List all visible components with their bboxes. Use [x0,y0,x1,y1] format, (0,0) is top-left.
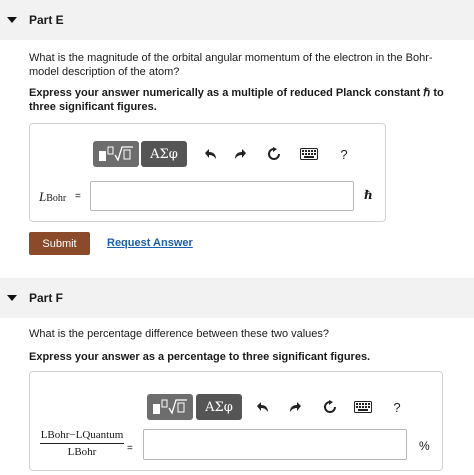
symbols-label: ΑΣφ [205,399,233,415]
undo-icon [203,148,217,160]
request-answer-link[interactable]: Request Answer [107,237,193,249]
undo-button[interactable] [200,144,220,164]
part-f-header[interactable] [0,278,474,318]
reset-button[interactable] [264,144,284,164]
reset-button[interactable] [320,397,340,417]
answer-input[interactable] [143,429,407,460]
symbols-button[interactable] [141,141,187,167]
fraction-bar [40,443,124,444]
variable-subscript: Bohr [46,193,67,204]
redo-icon [289,401,303,413]
redo-icon [234,148,248,160]
keyboard-icon [300,148,318,160]
keyboard-button[interactable] [299,146,319,162]
help-label: ? [340,146,348,162]
fraction-denominator: LBohr [67,446,97,458]
part-f-question: What is the percentage difference between these two values? [29,328,330,340]
equals-sign: = [75,191,81,202]
undo-icon [255,401,269,413]
fraction-numerator: LBohr−LQuantum [40,429,124,441]
part-f-instruction: Express your answer as a percentage to three significant figures. [29,351,371,363]
reset-icon [267,147,281,161]
part-e-question: What is the magnitude of the orbital angular momentum of the electron in the Bohr-model description of the atom? [29,52,433,78]
part-e-title: Part E [29,13,64,27]
percent-unit-label: % [419,439,430,453]
collapse-caret-icon[interactable] [7,17,17,23]
equals-sign: = [127,443,133,454]
part-e-header[interactable] [0,0,474,40]
fraction-expression [40,429,124,458]
templates-icon [151,398,189,416]
keyboard-button[interactable] [353,399,373,415]
submit-button[interactable]: Submit [29,232,90,255]
undo-button[interactable] [252,397,272,417]
unit-label: ℏ [364,188,373,202]
variable-label [39,189,66,205]
symbols-button[interactable] [196,394,242,420]
templates-icon [97,145,135,163]
collapse-caret-icon[interactable] [7,295,17,301]
redo-button[interactable] [231,144,251,164]
part-f-title: Part F [29,291,64,305]
part-e-answer-box [29,123,386,222]
help-label: ? [393,399,401,415]
answer-input[interactable] [90,181,354,211]
help-button[interactable] [334,144,354,164]
keyboard-icon [354,401,372,413]
templates-button[interactable] [147,394,193,420]
redo-button[interactable] [286,397,306,417]
help-button[interactable] [387,397,407,417]
part-e-instruction: Express your answer numerically as a multiple of reduced Planck constant ℏ to three significant figures. [29,87,444,113]
symbols-label: ΑΣφ [150,146,178,162]
templates-button[interactable] [93,141,139,167]
variable-symbol: L [39,189,47,204]
reset-icon [323,400,337,414]
part-f-answer-box [29,371,443,471]
